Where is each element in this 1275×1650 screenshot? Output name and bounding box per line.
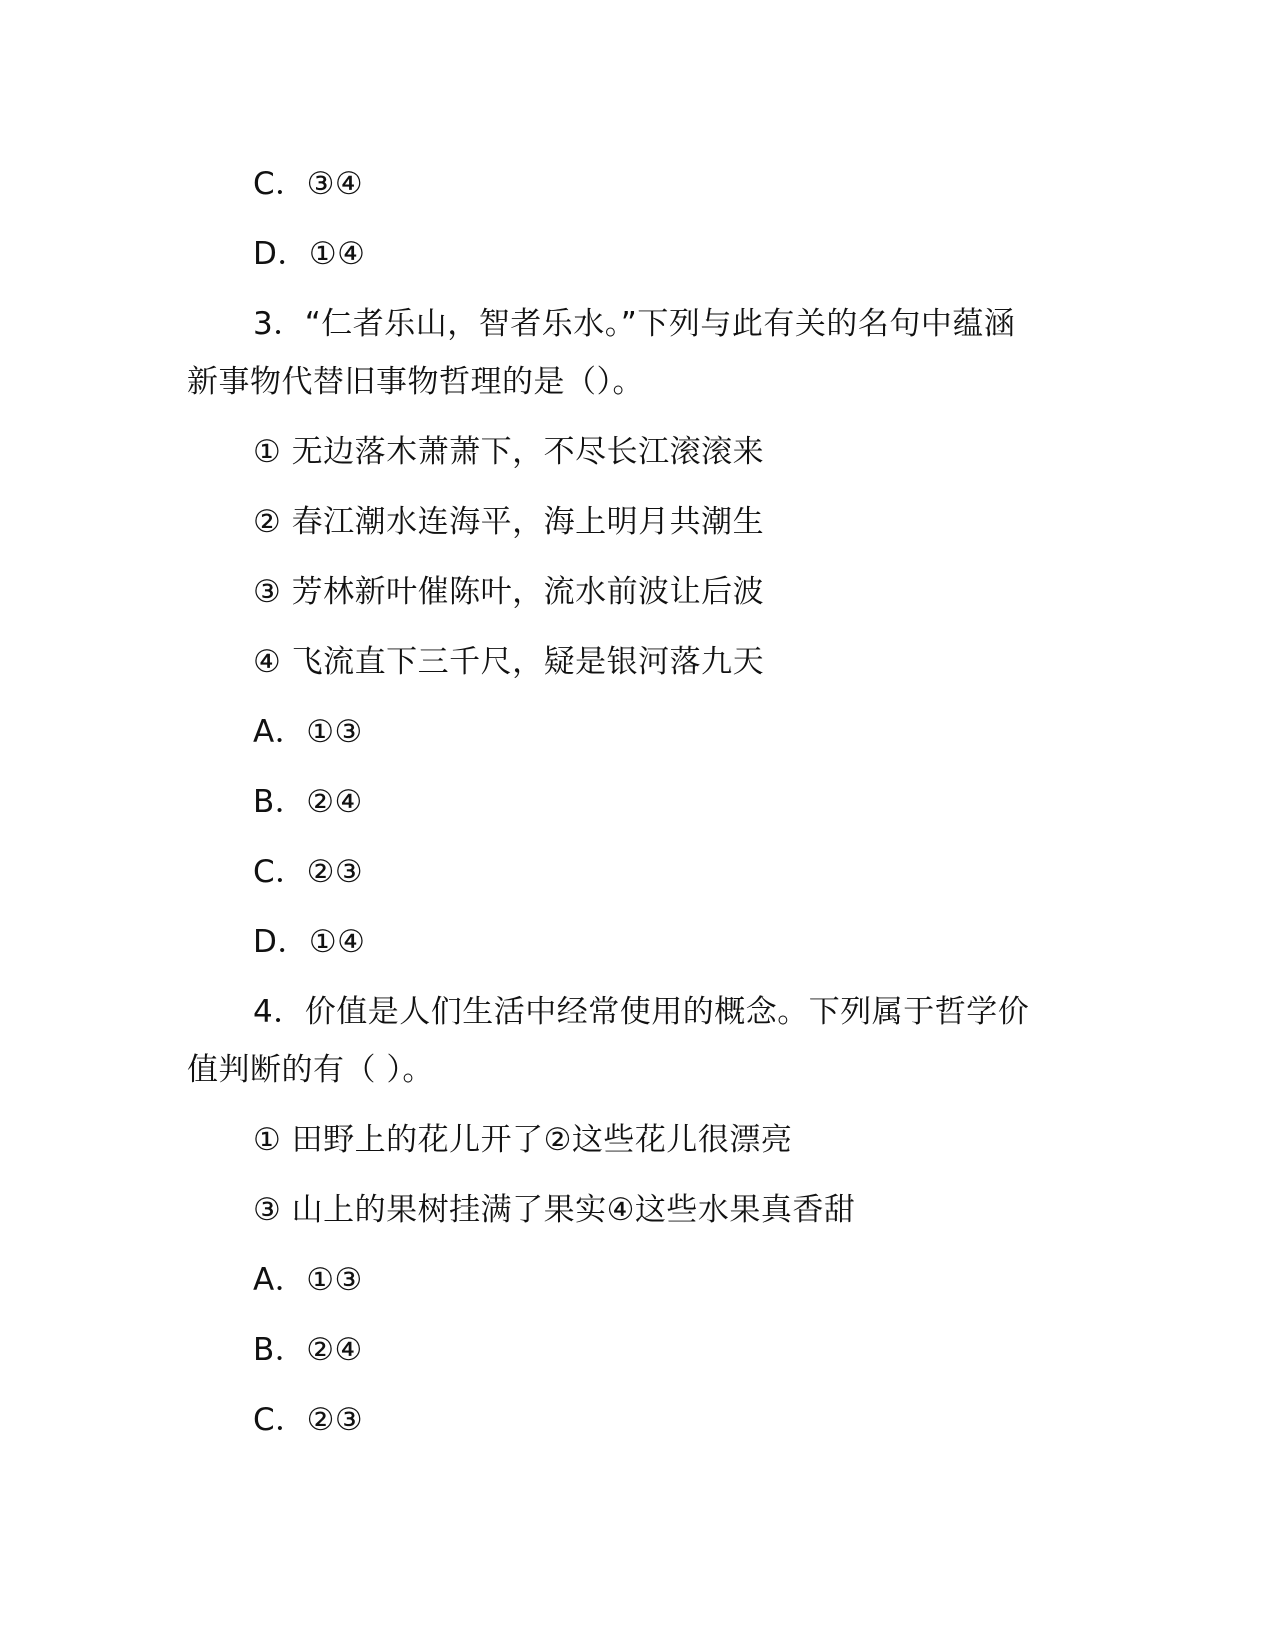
q3-option-b: B．②④ [253,784,363,820]
q4-stem-line-2: 值判断的有（ ）。 [187,1052,434,1088]
q3-stem-line-2: 新事物代替旧事物哲理的是（）。 [187,364,644,400]
q3-option-d: D．①④ [253,924,366,960]
q4-statement-2: ③ 山上的果树挂满了果实④这些水果真香甜 [253,1192,856,1228]
q4-stem-line-1: 4．价值是人们生活中经常使用的概念。下列属于哲学价 [253,994,1030,1030]
q3-statement-3: ③ 芳林新叶催陈叶，流水前波让后波 [253,574,765,610]
q3-statement-4: ④ 飞流直下三千尺，疑是银河落九天 [253,644,765,680]
q3-stem-line-1: 3．“仁者乐山，智者乐水。”下列与此有关的名句中蕴涵 [253,306,1016,342]
q2-option-d: D．①④ [253,236,366,272]
q3-option-c: C．②③ [253,854,364,890]
q2-option-c: C．③④ [253,166,364,202]
q4-option-b: B．②④ [253,1332,363,1368]
q3-option-a: A．①③ [253,714,363,750]
q3-statement-2: ② 春江潮水连海平，海上明月共潮生 [253,504,765,540]
q4-option-a: A．①③ [253,1262,363,1298]
q4-option-c: C．②③ [253,1402,364,1438]
q3-statement-1: ① 无边落木萧萧下，不尽长江滚滚来 [253,434,765,470]
q4-statement-1: ① 田野上的花儿开了②这些花儿很漂亮 [253,1122,793,1158]
